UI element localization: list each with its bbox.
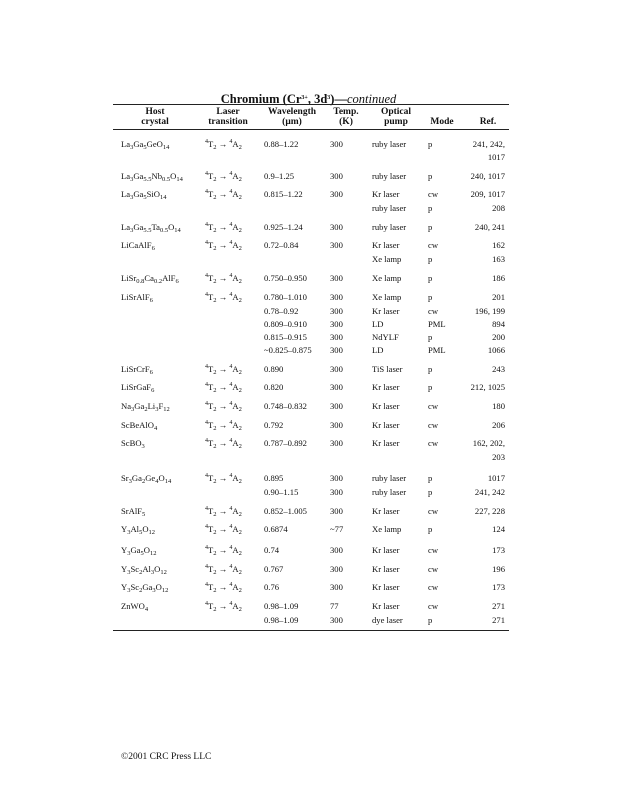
transition-cell: $^4T_2 \to ^4A_2$	[205, 189, 242, 201]
pump-cell: Kr laser	[372, 240, 400, 250]
wavelength-cell: 0.895	[264, 473, 284, 483]
host-cell: ZnWO$_4$	[121, 601, 149, 613]
pump-cell: Kr laser	[372, 506, 400, 516]
transition-cell: $^4T_2 \to ^4A_2$	[205, 171, 242, 183]
transition-cell: $^4T_2 \to ^4A_2$	[205, 401, 242, 413]
mode-cell: p	[428, 615, 433, 625]
temperature-cell: 300	[330, 273, 343, 283]
reference-cell: 1017	[487, 152, 505, 162]
transition-cell: $^4T_2 \to ^4A_2$	[205, 382, 242, 394]
transition-cell: $^4T_2 \to ^4A_2$	[205, 364, 242, 376]
pump-cell: TiS laser	[372, 364, 403, 374]
mode-cell: PML	[428, 345, 446, 355]
temperature-cell: 300	[330, 240, 343, 250]
mode-cell: p	[428, 332, 433, 342]
temperature-cell: 77	[330, 601, 339, 611]
wavelength-cell: 0.6874	[264, 524, 288, 534]
reference-cell: 162	[492, 240, 505, 250]
reference-cell: 212, 1025	[470, 382, 505, 392]
wavelength-cell: 0.815–0.915	[264, 332, 307, 342]
temperature-cell: 300	[330, 401, 343, 411]
wavelength-cell: 0.748–0.832	[264, 401, 307, 411]
wavelength-cell: 0.78–0.92	[264, 306, 299, 316]
header-host-line2: crystal	[141, 117, 169, 127]
transition-cell: $^4T_2 \to ^4A_2$	[205, 564, 242, 576]
reference-cell: 186	[492, 273, 505, 283]
temperature-cell: 300	[330, 292, 343, 302]
transition-cell: $^4T_2 \to ^4A_2$	[205, 420, 242, 432]
wavelength-cell: 0.767	[264, 564, 284, 574]
reference-cell: 124	[492, 524, 505, 534]
pump-cell: Kr laser	[372, 601, 400, 611]
host-cell: ScBO$_3$	[121, 438, 145, 450]
reference-cell: 201	[492, 292, 505, 302]
mode-cell: cw	[428, 189, 439, 199]
transition-cell: $^4T_2 \to ^4A_2$	[205, 473, 242, 485]
mode-cell: p	[428, 524, 433, 534]
reference-cell: 1017	[487, 473, 505, 483]
temperature-cell: 300	[330, 438, 343, 448]
title-continued: continued	[346, 92, 397, 106]
temperature-cell: 300	[330, 139, 343, 149]
transition-cell: $^4T_2 \to ^4A_2$	[205, 139, 242, 151]
reference-cell: 208	[492, 203, 505, 213]
mode-cell: p	[428, 203, 433, 213]
host-cell: $Na_3Ga_2Li_3F_{12}$	[121, 401, 170, 413]
bottom-rule	[113, 630, 509, 631]
wavelength-cell: 0.98–1.09	[264, 615, 299, 625]
host-cell: $La_3Ga_{5.5}Ta_{0.5}O_{14}$	[121, 222, 181, 234]
host-cell: ScBeAlO$_4$	[121, 420, 158, 432]
mode-cell: p	[428, 473, 433, 483]
mode-cell: cw	[428, 601, 439, 611]
transition-cell: $^4T_2 \to ^4A_2$	[205, 292, 242, 304]
header-pump	[372, 107, 420, 127]
mode-cell: PML	[428, 319, 446, 329]
header-pump-line2: pump	[384, 117, 408, 127]
transition-cell: $^4T_2 \to ^4A_2$	[205, 524, 242, 536]
header-mode: Mode	[430, 117, 454, 127]
pump-cell: NdYLF	[372, 332, 399, 342]
reference-cell: 243	[492, 364, 505, 374]
temperature-cell: 300	[330, 171, 343, 181]
transition-cell: $^4T_2 \to ^4A_2$	[205, 601, 242, 613]
reference-cell: 180	[492, 401, 505, 411]
host-cell: LiSrCrF$_6$	[121, 364, 153, 376]
pump-cell: Kr laser	[372, 382, 400, 392]
reference-cell: 173	[492, 582, 505, 592]
host-cell: $La_3Ga_5GeO_{14}$	[121, 139, 170, 151]
reference-cell: 240, 241	[474, 222, 505, 232]
pump-cell: ruby laser	[372, 203, 407, 213]
reference-cell: 203	[492, 452, 505, 462]
transition-cell: $^4T_2 \to ^4A_2$	[205, 438, 242, 450]
temperature-cell: 300	[330, 222, 343, 232]
mode-cell: cw	[428, 240, 439, 250]
pump-cell: Kr laser	[372, 564, 400, 574]
pump-cell: Xe lamp	[372, 292, 402, 302]
wavelength-cell: 0.88–1.22	[264, 139, 299, 149]
temperature-cell: 300	[330, 189, 343, 199]
mode-cell: cw	[428, 545, 439, 555]
temperature-cell: 300	[330, 487, 343, 497]
header-ref: Ref.	[479, 117, 497, 127]
host-cell: $Sr_3Ga_2Ge_4O_{14}$	[121, 473, 172, 485]
reference-cell: 271	[492, 601, 505, 611]
temperature-cell: 300	[330, 473, 343, 483]
pump-cell: ruby laser	[372, 473, 407, 483]
temperature-cell: 300	[330, 506, 343, 516]
header-rule	[113, 129, 509, 130]
host-cell: LiSrGaF$_6$	[121, 382, 155, 394]
mode-cell: p	[428, 382, 433, 392]
pump-cell: LD	[372, 345, 384, 355]
host-cell: LiSrAlF$_6$	[121, 292, 153, 304]
wavelength-cell: 0.9–1.25	[264, 171, 295, 181]
mode-cell: cw	[428, 306, 439, 316]
header-host-line1: Host	[145, 107, 165, 117]
reference-cell: 241, 242,	[472, 139, 505, 149]
pump-cell: Kr laser	[372, 420, 400, 430]
host-cell: $La_3Ga_{5.5}Nb_{0.5}O_{14}$	[121, 171, 183, 183]
reference-cell: 163	[492, 254, 505, 264]
reference-cell: 271	[492, 615, 505, 625]
host-cell: $Y_3Sc_2Al_3O_{12}$	[121, 564, 167, 576]
wavelength-cell: 0.72–0.84	[264, 240, 299, 250]
reference-cell: 209, 1017	[470, 189, 505, 199]
header-pump-line1: Optical	[380, 107, 412, 117]
header-transition	[200, 107, 256, 127]
mode-cell: p	[428, 254, 433, 264]
title-main: Chromium ($Cr^{3+}$, $3d^3)—$	[220, 92, 347, 106]
pump-cell: Kr laser	[372, 545, 400, 555]
top-rule	[113, 104, 509, 105]
reference-cell: 200	[492, 332, 505, 342]
host-cell: $Y_3Sc_2Ga_3O_{12}$	[121, 582, 169, 594]
header-wavelength	[262, 107, 322, 127]
mode-cell: p	[428, 273, 433, 283]
wavelength-cell: 0.98–1.09	[264, 601, 299, 611]
wavelength-cell: 0.780–1.010	[264, 292, 307, 302]
mode-cell: p	[428, 292, 433, 302]
pump-cell: Kr laser	[372, 189, 400, 199]
wavelength-cell: 0.792	[264, 420, 284, 430]
header-wavelength-line1: Wavelength	[267, 107, 317, 117]
wavelength-cell: 0.787–0.892	[264, 438, 307, 448]
transition-cell: $^4T_2 \to ^4A_2$	[205, 273, 242, 285]
wavelength-cell: 0.852–1.005	[264, 506, 307, 516]
pump-cell: Kr laser	[372, 401, 400, 411]
header-host	[121, 107, 189, 127]
transition-cell: $^4T_2 \to ^4A_2$	[205, 222, 242, 234]
wavelength-cell: ~0.825–0.875	[264, 345, 312, 355]
temperature-cell: 300	[330, 582, 343, 592]
pump-cell: ruby laser	[372, 139, 407, 149]
reference-cell: 1066	[487, 345, 505, 355]
wavelength-cell: 0.76	[264, 582, 280, 592]
header-wavelength-line2: (μm)	[282, 117, 302, 127]
header-temp	[326, 107, 366, 127]
temperature-cell: 300	[330, 345, 343, 355]
transition-cell: $^4T_2 \to ^4A_2$	[205, 582, 242, 594]
pump-cell: ruby laser	[372, 487, 407, 497]
mode-cell: p	[428, 222, 433, 232]
mode-cell: cw	[428, 420, 439, 430]
mode-cell: p	[428, 487, 433, 497]
mode-cell: p	[428, 139, 433, 149]
wavelength-cell: 0.809–0.910	[264, 319, 307, 329]
mode-cell: p	[428, 171, 433, 181]
pump-cell: LD	[372, 319, 384, 329]
pump-cell: dye laser	[372, 615, 403, 625]
header-temp-line1: Temp.	[333, 107, 359, 117]
header-transition-line2: transition	[208, 117, 248, 127]
temperature-cell: 300	[330, 332, 343, 342]
pump-cell: Kr laser	[372, 438, 400, 448]
host-cell: LiCaAlF$_6$	[121, 240, 155, 252]
mode-cell: cw	[428, 582, 439, 592]
pump-cell: ruby laser	[372, 171, 407, 181]
mode-cell: cw	[428, 401, 439, 411]
reference-cell: 227, 228	[474, 506, 505, 516]
wavelength-cell: 0.90–1.15	[264, 487, 299, 497]
reference-cell: 196	[492, 564, 505, 574]
reference-cell: 206	[492, 420, 505, 430]
temperature-cell: 300	[330, 319, 343, 329]
transition-cell: $^4T_2 \to ^4A_2$	[205, 240, 242, 252]
wavelength-cell: 0.815–1.22	[264, 189, 303, 199]
mode-cell: cw	[428, 438, 439, 448]
mode-cell: cw	[428, 506, 439, 516]
wavelength-cell: 0.820	[264, 382, 284, 392]
host-cell: $LiSr_{0.8}Ca_{0.2}AlF_6$	[121, 273, 179, 285]
temperature-cell: 300	[330, 564, 343, 574]
pump-cell: ruby laser	[372, 222, 407, 232]
reference-cell: 240, 1017	[470, 171, 505, 181]
temperature-cell: 300	[330, 615, 343, 625]
transition-cell: $^4T_2 \to ^4A_2$	[205, 506, 242, 518]
temperature-cell: 300	[330, 420, 343, 430]
temperature-cell: ~77	[330, 524, 344, 534]
temperature-cell: 300	[330, 382, 343, 392]
host-cell: SrAlF$_5$	[121, 506, 146, 518]
wavelength-cell: 0.750–0.950	[264, 273, 307, 283]
header-transition-line1: Laser	[216, 107, 240, 117]
host-cell: $Y_3Al_5O_{12}$	[121, 524, 156, 536]
pump-cell: Kr laser	[372, 582, 400, 592]
pump-cell: Xe lamp	[372, 273, 402, 283]
reference-cell: 196, 199	[474, 306, 505, 316]
header-temp-line2: (K)	[339, 117, 353, 127]
wavelength-cell: 0.890	[264, 364, 284, 374]
reference-cell: 894	[492, 319, 505, 329]
host-cell: $Y_3Ga_5O_{12}$	[121, 545, 157, 557]
pump-cell: Xe lamp	[372, 524, 402, 534]
transition-cell: $^4T_2 \to ^4A_2$	[205, 545, 242, 557]
copyright-footer: ©2001 CRC Press LLC	[121, 752, 212, 762]
reference-cell: 241, 242	[474, 487, 505, 497]
pump-cell: Kr laser	[372, 306, 400, 316]
temperature-cell: 300	[330, 364, 343, 374]
wavelength-cell: 0.74	[264, 545, 280, 555]
temperature-cell: 300	[330, 306, 343, 316]
mode-cell: p	[428, 364, 433, 374]
reference-cell: 162, 202,	[472, 438, 505, 448]
mode-cell: cw	[428, 564, 439, 574]
host-cell: $La_3Ga_5SiO_{14}$	[121, 189, 167, 201]
wavelength-cell: 0.925–1.24	[264, 222, 303, 232]
pump-cell: Xe lamp	[372, 254, 402, 264]
reference-cell: 173	[492, 545, 505, 555]
temperature-cell: 300	[330, 545, 343, 555]
